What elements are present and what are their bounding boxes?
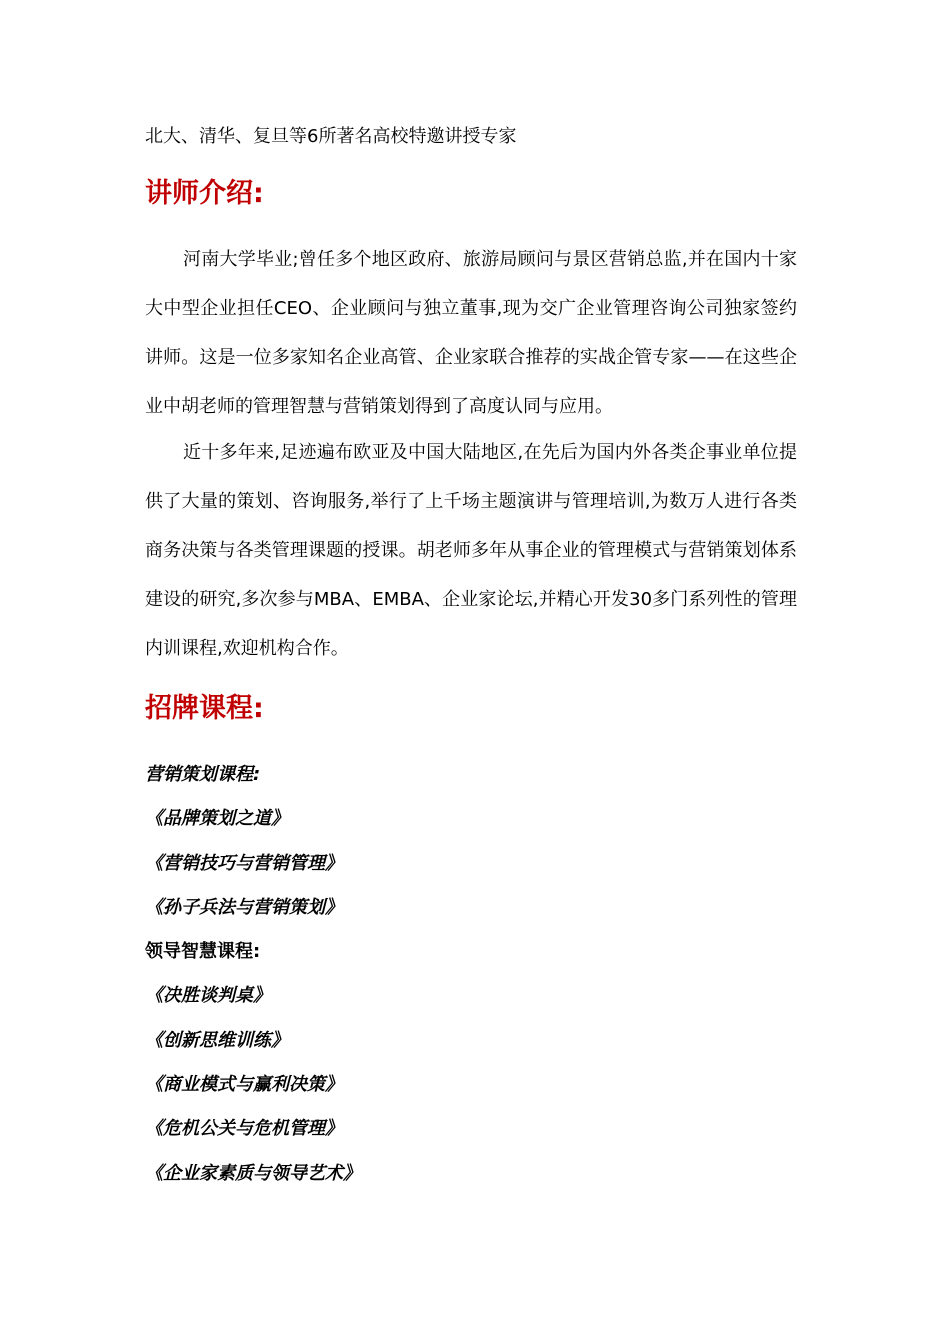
course-item: 《创新思维训练》	[145, 1029, 289, 1051]
course-item: 《企业家素质与领导艺术》	[145, 1162, 361, 1184]
course-item: 《商业模式与赢利决策》	[145, 1074, 343, 1096]
lecturer-heading: 讲师介绍:	[145, 178, 264, 209]
course-category-marketing: 营销策划课程:	[145, 764, 261, 785]
course-item: 《决胜谈判桌》	[145, 985, 271, 1007]
course-list	[145, 758, 361, 1201]
courses-heading: 招牌课程:	[145, 693, 264, 724]
lecturer-bio-paragraph-2: 近十多年来,足迹遍布欧亚及中国大陆地区,在先后为国内外各类企事业单位提供了大量的策划、咨询服务,举行了上千场主题演讲与管理培训,为数万人进行各类商务决策与各类管理课题的授课。胡老师多年从事企业的管理模式与营销策划体系建设的研究,多次参与MBA、EMBA、企业家论坛,并精心开发30多门系列性的管理内训课程,欢迎机构合作。	[145, 442, 797, 659]
document-page	[145, 0, 797, 1344]
course-item: 《危机公关与危机管理》	[145, 1118, 343, 1140]
course-item: 《孙子兵法与营销策划》	[145, 896, 343, 918]
intro-line: 北大、清华、复旦等6所著名高校特邀讲授专家	[145, 126, 517, 147]
course-item: 《营销技巧与营销管理》	[145, 852, 343, 874]
lecturer-bio-paragraph-1: 河南大学毕业;曾任多个地区政府、旅游局顾问与景区营销总监,并在国内十家大中型企业担任CEO、企业顾问与独立董事,现为交广企业管理咨询公司独家签约讲师。这是一位多家知名企业高管、企业家联合推荐的实战企管专家——在这些企业中胡老师的管理智慧与营销策划得到了高度认同与应用。	[145, 249, 797, 417]
course-category-leadership: 领导智慧课程:	[145, 941, 261, 963]
course-item: 《品牌策划之道》	[145, 808, 289, 830]
